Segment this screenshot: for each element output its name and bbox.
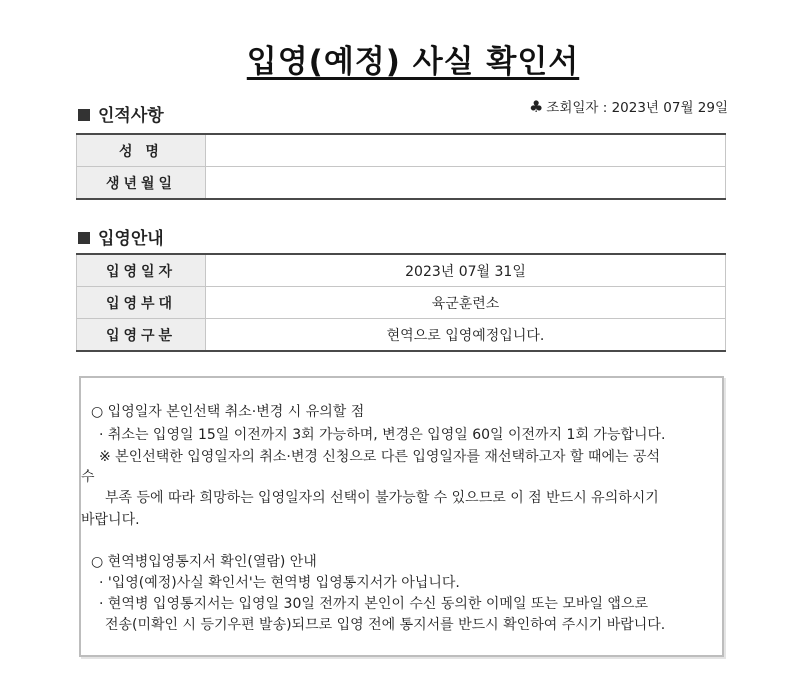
club-icon: ♣ bbox=[528, 97, 544, 116]
query-date bbox=[529, 96, 728, 116]
enlistment-unit-value: 육군훈련소 bbox=[206, 287, 726, 319]
notice-line: 전송(미확인 시 등기우편 발송)되므로 입영 전에 통지서를 반드시 확인하여 주시기 바랍니다. bbox=[105, 617, 666, 633]
section-personal-heading bbox=[78, 101, 164, 126]
notice-heading-notification: ○ 현역병입영통지서 확인(열람) 안내 bbox=[91, 554, 317, 570]
name-label: 성 명 bbox=[77, 134, 206, 167]
notice-line: ※ 본인선택한 입영일자의 취소·변경 신청으로 다른 입영일자를 재선택하고자 할 때에는 공석 bbox=[99, 449, 661, 465]
notice-line: 수 bbox=[81, 469, 95, 485]
query-date-text: 조회일자 : 2023년 07월 29일 bbox=[546, 100, 728, 116]
table-row bbox=[77, 319, 726, 352]
personal-info-table bbox=[76, 133, 726, 200]
enlistment-date-value: 2023년 07월 31일 bbox=[206, 254, 726, 287]
table-row bbox=[77, 134, 726, 167]
enlistment-type-value: 현역으로 입영예정입니다. bbox=[206, 319, 726, 352]
notice-line: 바랍니다. bbox=[81, 512, 140, 528]
table-row bbox=[77, 167, 726, 200]
square-bullet-icon bbox=[78, 232, 90, 244]
table-row bbox=[77, 254, 726, 287]
section-enlistment-title: 입영안내 bbox=[98, 229, 164, 249]
notice-line: 부족 등에 따라 희망하는 입영일자의 선택이 불가능할 수 있으므로 이 점 반드시 유의하시기 bbox=[105, 490, 659, 506]
section-enlistment-heading bbox=[78, 224, 164, 249]
notice-line: · '입영(예정)사실 확인서'는 현역병 입영통지서가 아닙니다. bbox=[99, 575, 460, 591]
enlistment-date-label: 입영일자 bbox=[77, 254, 206, 287]
birthdate-label: 생년월일 bbox=[77, 167, 206, 200]
notice-heading-date-change: ○ 입영일자 본인선택 취소·변경 시 유의할 점 bbox=[91, 404, 365, 420]
enlistment-unit-label: 입영부대 bbox=[77, 287, 206, 319]
section-personal-title: 인적사항 bbox=[98, 106, 164, 126]
notice-line: · 현역병 입영통지서는 입영일 30일 전까지 본인이 수신 동의한 이메일 또는 모바일 앱으로 bbox=[99, 596, 649, 612]
page-title: 입영(예정) 사실 확인서 bbox=[246, 44, 580, 80]
name-value bbox=[206, 134, 726, 167]
notice-line: · 취소는 입영일 15일 이전까지 3회 가능하며, 변경은 입영일 60일 이전까지 1회 가능합니다. bbox=[99, 427, 666, 443]
enlistment-info-table bbox=[76, 253, 726, 352]
enlistment-type-label: 입영구분 bbox=[77, 319, 206, 352]
table-row bbox=[77, 287, 726, 319]
square-bullet-icon bbox=[78, 109, 90, 121]
birthdate-value bbox=[206, 167, 726, 200]
